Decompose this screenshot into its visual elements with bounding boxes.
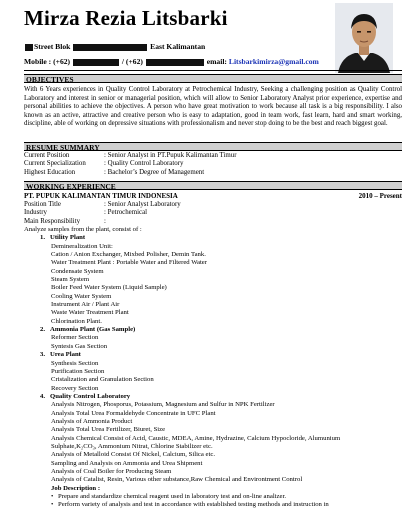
list-item: Analysis of Ammonia Product [51, 417, 133, 425]
list-item: Sampling and Analysis on Ammonia and Urea Shipment [51, 459, 203, 467]
address-line: Street Blok East Kalimantan [24, 42, 205, 51]
job-description-heading: Job Description : [51, 484, 101, 492]
list-item: Analysis of Metalloid Consist Of Nickel, Calcium, Silica etc. [51, 451, 216, 459]
list-item: Cation / Anion Exchanger, Mixbed Polisher, Demin Tank. [51, 251, 206, 259]
list-item: Steam System [51, 276, 90, 284]
responsibility-list [24, 226, 402, 510]
list-item: Condensate System [51, 267, 104, 275]
list-item: Synthesis Section [51, 359, 99, 367]
list-item: Syntesis Gas Section [51, 342, 108, 350]
work-period: 2010 – Present [358, 192, 402, 200]
divider [24, 70, 402, 71]
list-item: Recovery Section [51, 384, 99, 392]
resume-row: Highest Education : Bachelor’s Degree of Management [24, 168, 205, 176]
redacted-text [146, 59, 204, 66]
contact-line: Mobile : (+62) / (+62) email: Litsbarkimirza@gmail.com [24, 57, 319, 66]
list-item: Purification Section [51, 367, 105, 375]
list-item: • Perform variety of analysis and test in accordance with established testing methods and instruction in [51, 501, 329, 509]
section-header-work: WORKING EXPERIENCE [24, 181, 402, 190]
job-row: Main Responsibility : [24, 217, 106, 225]
job-details [24, 201, 181, 226]
list-heading: 1. Utility Plant [40, 234, 86, 242]
list-heading: 3. Urea Plant [40, 351, 81, 359]
list-item: Sulphate,K₂CO₃, Ammonium Nitrat, Chlorine Stabilizer etc. [51, 442, 213, 450]
list-item: Analysis Total Urea Formaldehyde Concentrate in UFC Plant [51, 409, 216, 417]
list-item: Analysis of Catalist, Resin, Various other substance,Raw Chemical and Environtment Control [51, 476, 303, 484]
list-item: Boiler Feed Water System (Liquid Sample) [51, 284, 167, 292]
bullet-icon: • [51, 493, 54, 500]
list-item: Cooling Water System [51, 292, 112, 300]
list-heading: 4. Quality Control Laboratory [40, 392, 131, 400]
resume-row: Current Position : Senior Analyst in PT.Pupuk Kalimantan Timur [24, 152, 237, 159]
section-header-objectives: OBJECTIVES [24, 74, 402, 83]
list-item: Demineralization Unit: [51, 242, 113, 250]
redacted-text [73, 59, 119, 66]
list-item: Waste Water Treatment Plant [51, 309, 129, 317]
company-name: PT. PUPUK KALIMANTAN TIMUR INDONESIA [24, 192, 178, 200]
list-item: Instrument Air / Plant Air [51, 301, 120, 309]
list-item: Water Treatment Plant : Portable Water and Filtered Water [51, 259, 207, 267]
list-item: Analysis Chemical Consist of Acid, Caustic, MDEA, Amine, Hydrazine, Calcium Hypocloride, Alumunium [51, 434, 341, 442]
list-item: Chlorination Plant. [51, 317, 102, 325]
list-item: • Prepare and standardize chemical reagent used in laboratory test and on-line analizer. [51, 493, 287, 500]
list-heading: 2. Ammonia Plant (Gas Sample) [40, 326, 136, 334]
candidate-name: Mirza Rezia Litsbarki [24, 6, 228, 30]
list-item: Cristalization and Granulation Section [51, 376, 154, 384]
objectives-text: With 6 Years experiences in Quality Control Laboratory at Petrochemical Industry, Seeking a challenging position as Quality Control Laboratory and interest in senior or managerial position, which will allow to Senior Laboratory Analyst prior experience, expertise and personal abilities to achieve the objectives. A person who have great motivation to work because all task is a big responsibility. I also known as an active, attractive and creative person who is easy to adaptation, good in team work, fast learn, hard and smart working, discipline, able of working on depressive situations with professionalism and never stop doing to be the best and reach biggest goal. [24, 86, 402, 128]
email-link[interactable]: Litsbarkimirza@gmail.com [228, 57, 319, 66]
redacted-text [73, 44, 147, 51]
resume-row: Current Specialization : Quality Control Laboratory [24, 160, 184, 168]
job-row: Industry : Petrochemical [24, 209, 148, 217]
list-item: Reformer Section [51, 334, 99, 342]
redacted-text [25, 44, 33, 51]
profile-photo [335, 3, 393, 73]
bullet-icon: • [51, 501, 54, 509]
list-item: Analysis of Coal Boiler for Producing Steam [51, 467, 172, 475]
list-item: Analysis Total Urea Fertilizer, Biuret, Size [51, 426, 166, 434]
list-intro: Analyze samples from the plant, consist of : [24, 226, 142, 233]
section-header-resume: RESUME SUMMARY [24, 142, 402, 151]
company-line [24, 192, 402, 200]
resume-table [24, 152, 237, 177]
job-row: Position Title : Senior Analyst Laboratory [24, 201, 181, 208]
list-item: Analysis Nitrogen, Phosporus, Potassium, Magnesium and Sulfur in NPK Fertilizer [51, 401, 275, 409]
